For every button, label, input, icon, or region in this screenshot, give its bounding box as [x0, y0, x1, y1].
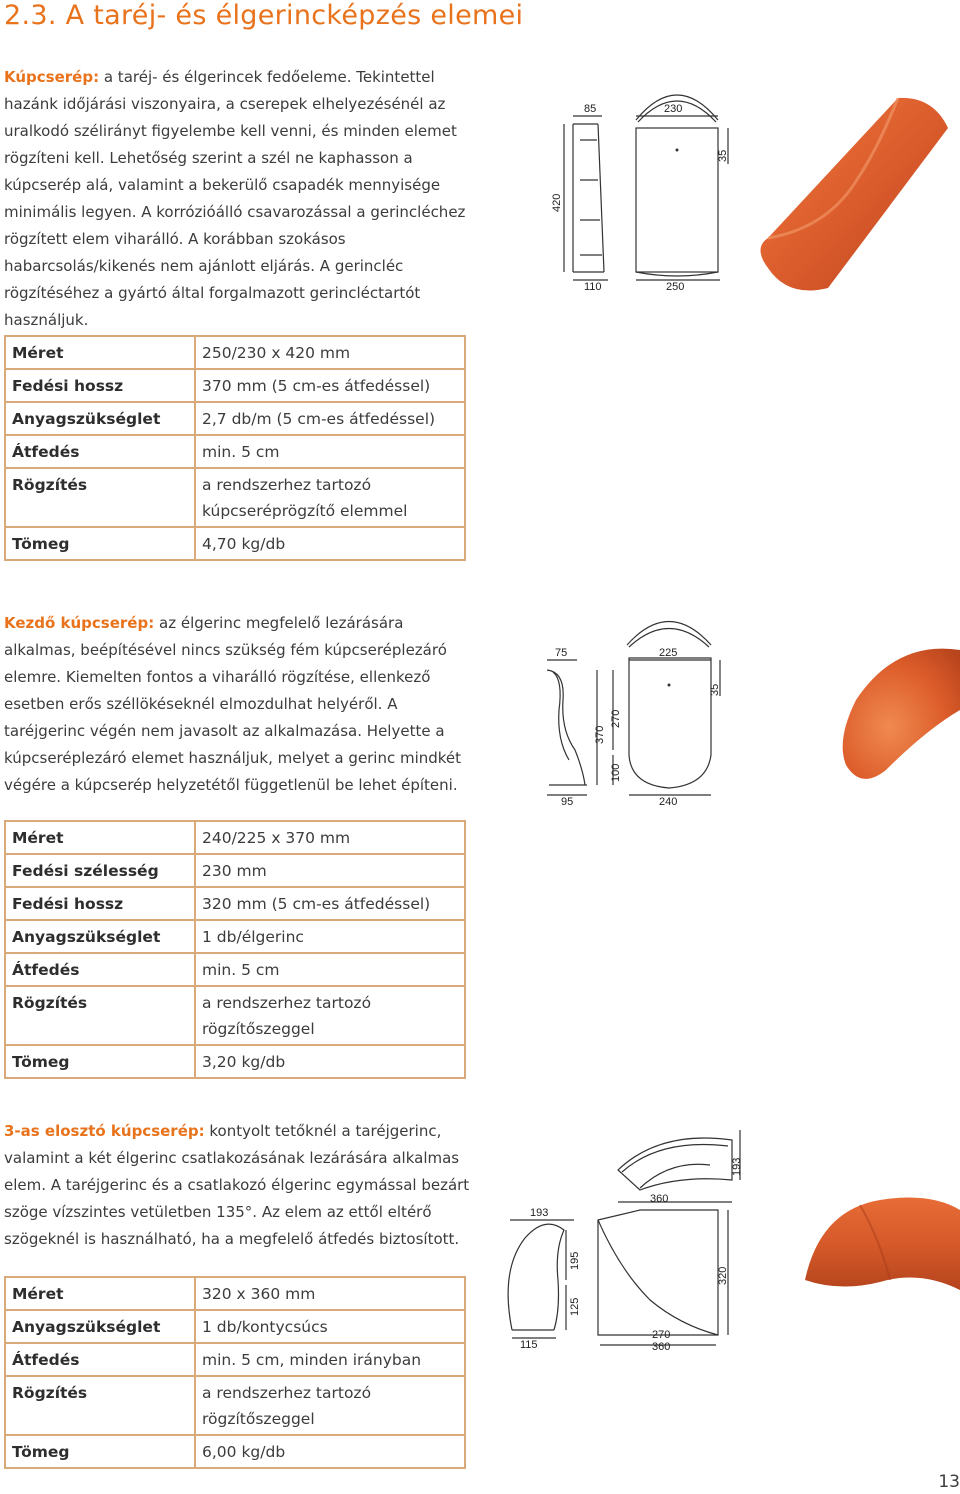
section-3-technical-drawing — [500, 1120, 750, 1360]
spec-label: Átfedés — [5, 953, 195, 986]
spec-label: Rögzítés — [5, 468, 195, 527]
dim-h2: 270 — [610, 709, 622, 728]
table-row — [5, 1343, 465, 1376]
dim-rim: 35 — [717, 149, 729, 162]
table-row — [5, 920, 465, 953]
dim-side-top: 193 — [530, 1207, 549, 1219]
spec-value: min. 5 cm, minden irányban — [195, 1343, 465, 1376]
spec-label: Fedési hossz — [5, 887, 195, 920]
section-1-spec-table — [4, 335, 466, 561]
spec-value: 370 mm (5 cm-es átfedéssel) — [195, 369, 465, 402]
spec-value: 320 x 360 mm — [195, 1277, 465, 1310]
dim-h1: 370 — [594, 725, 606, 744]
spec-value: min. 5 cm — [195, 953, 465, 986]
spec-value: 4,70 kg/db — [195, 527, 465, 560]
table-row — [5, 435, 465, 468]
spec-label: Anyagszükséglet — [5, 402, 195, 435]
dim-side-bottom: 110 — [584, 281, 602, 293]
dim-side-top: 75 — [555, 647, 568, 659]
table-row — [5, 1435, 465, 1468]
table-row — [5, 1376, 465, 1435]
table-row — [5, 854, 465, 887]
spec-value: a rendszerhez tartozó rögzítőszeggel — [195, 1376, 465, 1435]
dim-right-height: 193 — [731, 1157, 743, 1176]
spec-label: Fedési szélesség — [5, 854, 195, 887]
section-2-technical-drawing — [535, 610, 735, 810]
section-1-technical-drawing — [540, 80, 740, 295]
spec-label: Méret — [5, 1277, 195, 1310]
spec-value: 240/225 x 370 mm — [195, 821, 465, 854]
spec-value: 320 mm (5 cm-es átfedéssel) — [195, 887, 465, 920]
dim-h1: 195 — [569, 1251, 581, 1270]
section-1-lead: Kúpcserép: — [4, 68, 100, 86]
section-2-spec-table — [4, 820, 466, 1079]
dim-rim: 35 — [709, 683, 721, 696]
table-row — [5, 986, 465, 1045]
dim-front-bottom: 240 — [659, 796, 678, 808]
dim-front-top: 230 — [664, 103, 683, 115]
section-3-text — [4, 1118, 470, 1253]
section-1-text — [4, 64, 470, 334]
table-row — [5, 1310, 465, 1343]
dim-right-height-2: 320 — [717, 1266, 729, 1285]
dim-h3: 100 — [610, 763, 622, 782]
section-3-lead: 3-as elosztó kúpcserép: — [4, 1122, 205, 1140]
section-2-body: az élgerinc megfelelő lezárására alkalmas, beépítésével nincs szükség fém kúpcseréplezáró elemre. Kiemelten fontos a viharálló rögzítése, ellenkező esetben erős széllökéseknél elmozdulhat helyéről. A taréjgerinc végén nem javasolt az alkalmazása. Helyette a kúpcseréplezáró elemet használjuk, melyet a gerinc mindkét végére a kúpcserép helyzetétől függetlenül be lehet építeni. — [4, 614, 462, 794]
table-row — [5, 821, 465, 854]
spec-label: Átfedés — [5, 435, 195, 468]
section-3-spec-table — [4, 1276, 466, 1469]
section-3-tile-photo — [800, 1170, 960, 1310]
dim-front-bottom-1: 270 — [652, 1329, 671, 1341]
section-2-lead: Kezdő kúpcserép: — [4, 614, 155, 632]
dim-front-top: 225 — [659, 647, 678, 659]
table-row — [5, 953, 465, 986]
section-2-text — [4, 610, 470, 799]
spec-label: Tömeg — [5, 1435, 195, 1468]
spec-label: Méret — [5, 821, 195, 854]
spec-value: 6,00 kg/db — [195, 1435, 465, 1468]
page-heading: 2.3. A taréj- és élgerincképzés elemei — [4, 0, 524, 31]
spec-label: Átfedés — [5, 1343, 195, 1376]
section-1-tile-photo — [748, 88, 958, 303]
dim-front-bottom-2: 360 — [652, 1341, 671, 1353]
dim-height: 420 — [551, 193, 563, 212]
section-2-tile-photo — [836, 640, 960, 790]
table-row — [5, 369, 465, 402]
spec-label: Rögzítés — [5, 1376, 195, 1435]
spec-value: min. 5 cm — [195, 435, 465, 468]
spec-value: 1 db/kontycsúcs — [195, 1310, 465, 1343]
page-number: 13 — [938, 1472, 960, 1492]
dim-h2: 125 — [569, 1297, 581, 1316]
table-row — [5, 336, 465, 369]
spec-value: 2,7 db/m (5 cm-es átfedéssel) — [195, 402, 465, 435]
table-row — [5, 402, 465, 435]
spec-value: 1 db/élgerinc — [195, 920, 465, 953]
spec-label: Tömeg — [5, 527, 195, 560]
table-row — [5, 1045, 465, 1078]
table-row — [5, 527, 465, 560]
dim-front-bottom: 250 — [666, 281, 685, 293]
spec-value: 250/230 x 420 mm — [195, 336, 465, 369]
spec-label: Méret — [5, 336, 195, 369]
spec-label: Rögzítés — [5, 986, 195, 1045]
spec-label: Anyagszükséglet — [5, 920, 195, 953]
spec-value: 3,20 kg/db — [195, 1045, 465, 1078]
section-1-body: a taréj- és élgerincek fedőeleme. Tekintettel hazánk időjárási viszonyaira, a cserepek elhelyezésénél az uralkodó szélirányt figyelembe kell venni, és minden elemet rögzíteni kell. Lehetőség szerint a szél ne kaphasson a kúpcserép alá, valamint a bekerülő csapadék mennyisége minimális legyen. A korrózióálló csavarozással a gerincléchez rögzített elem viharálló. A korábban szokásos habarcsolás/kikenés nem ajánlott eljárás. A gerincléc rögzítéséhez a gyártó által forgalmazott gerincléctartót használjuk. — [4, 68, 466, 329]
table-row — [5, 887, 465, 920]
dim-side-bottom: 115 — [520, 1339, 538, 1351]
spec-label: Fedési hossz — [5, 369, 195, 402]
dim-side-top: 85 — [584, 103, 597, 115]
spec-label: Tömeg — [5, 1045, 195, 1078]
section-3-body: kontyolt tetőknél a taréjgerinc, valamint a két élgerinc csatlakozásának lezárására alkalmas elem. A taréjgerinc és a csatlakozó élgerinc egymással bezárt szöge vízszintes vetületben 135°. Az elem az ettől eltérő szögeknél is használható, ha a megfelelő átfedés biztosított. — [4, 1122, 470, 1248]
table-row — [5, 468, 465, 527]
spec-value: 230 mm — [195, 854, 465, 887]
spec-value: a rendszerhez tartozó rögzítőszeggel — [195, 986, 465, 1045]
spec-label: Anyagszükséglet — [5, 1310, 195, 1343]
spec-value: a rendszerhez tartozó kúpcseréprögzítő elemmel — [195, 468, 465, 527]
dim-side-bottom: 95 — [561, 796, 574, 808]
table-row — [5, 1277, 465, 1310]
dim-front-top: 360 — [650, 1193, 669, 1205]
